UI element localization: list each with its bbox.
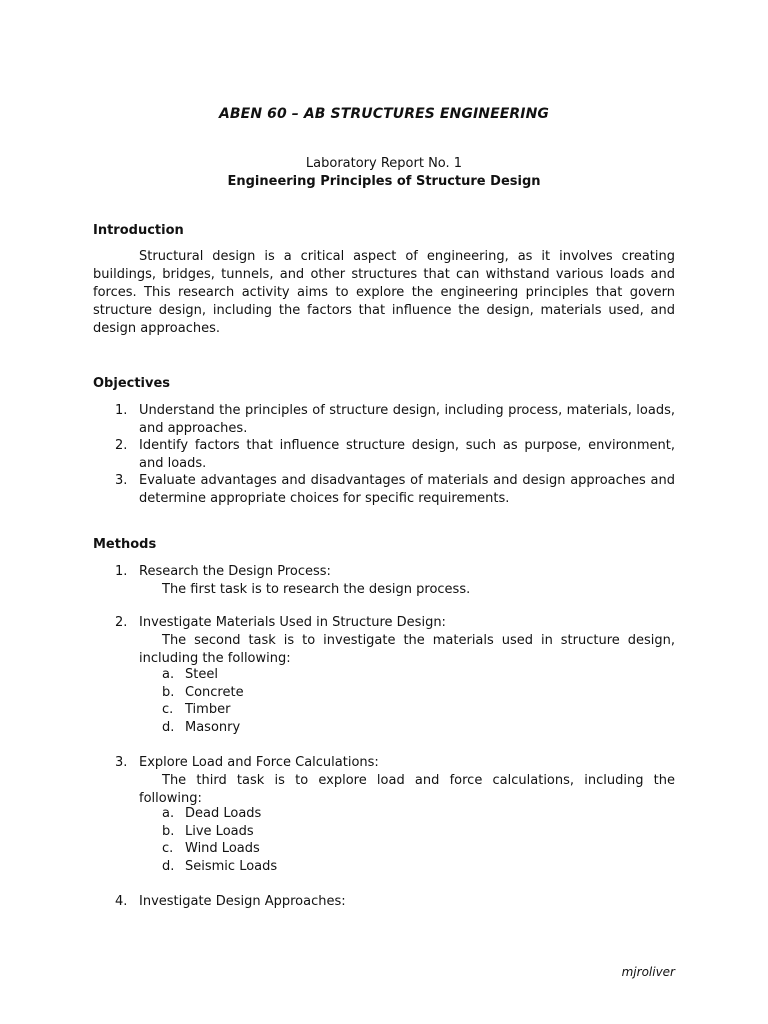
objectives-list — [115, 402, 675, 508]
method-subitem — [162, 666, 218, 684]
method-description: The third task is to explore load and force calculations, including the following: — [139, 773, 675, 806]
objective-item — [115, 472, 675, 507]
subitem-text: Concrete — [185, 685, 244, 700]
subitem-letter: b. — [162, 685, 175, 700]
method-number: 3. — [115, 755, 128, 770]
method-number: 2. — [115, 615, 128, 630]
method-subitem — [162, 719, 240, 737]
objective-text: Evaluate advantages and disadvantages of materials and design approaches and determine appropriate choices for specific requirements. — [139, 473, 675, 506]
subitem-text: Steel — [185, 667, 218, 682]
method-title: Explore Load and Force Calculations: — [139, 755, 379, 770]
subitem-text: Wind Loads — [185, 841, 260, 856]
objective-item — [115, 402, 675, 437]
introduction-paragraph: Structural design is a critical aspect of engineering, as it involves creating buildings, bridges, tunnels, and other structures that can withstand various loads and forces. This research activity aims to explore the engineering principles that govern structure design, including the factors that influence the design, materials used, and design approaches. — [93, 249, 675, 336]
subitem-letter: b. — [162, 824, 175, 839]
objective-number: 3. — [115, 473, 128, 489]
objective-number: 1. — [115, 403, 128, 418]
objectives-heading: Objectives — [93, 376, 171, 391]
author-signature: mjroliver — [621, 965, 675, 979]
subitem-letter: c. — [162, 841, 174, 856]
objective-number: 2. — [115, 438, 128, 454]
objective-item — [115, 437, 675, 472]
report-title: Engineering Principles of Structure Design — [227, 174, 541, 189]
method-title: Research the Design Process: — [139, 564, 331, 579]
method-subitem — [162, 858, 277, 876]
introduction-heading: Introduction — [93, 223, 184, 238]
method-number: 4. — [115, 894, 128, 909]
method-subitem — [162, 684, 244, 702]
method-number: 1. — [115, 564, 128, 579]
subitem-text: Dead Loads — [185, 806, 262, 821]
method-title: Investigate Materials Used in Structure Design: — [139, 615, 446, 630]
methods-heading: Methods — [93, 537, 157, 552]
subitem-letter: d. — [162, 720, 175, 735]
objective-text: Identify factors that influence structure design, such as purpose, environment, and loads. — [139, 438, 675, 471]
objective-text: Understand the principles of structure design, including process, materials, loads, and approaches. — [139, 403, 675, 436]
method-subitem — [162, 823, 254, 841]
course-title: ABEN 60 – AB STRUCTURES ENGINEERING — [218, 106, 550, 122]
subitem-text: Seismic Loads — [185, 859, 278, 874]
subitem-letter: a. — [162, 667, 175, 682]
subitem-letter: d. — [162, 859, 175, 874]
subitem-text: Live Loads — [185, 824, 254, 839]
subitem-letter: c. — [162, 702, 174, 717]
method-subitem — [162, 840, 260, 858]
report-number: Laboratory Report No. 1 — [305, 156, 463, 171]
method-title: Investigate Design Approaches: — [139, 894, 346, 909]
subitem-text: Timber — [185, 702, 231, 717]
method-description: The first task is to research the design process. — [162, 582, 471, 597]
subitem-letter: a. — [162, 806, 175, 821]
subitem-text: Masonry — [185, 720, 241, 735]
method-subitem — [162, 805, 261, 823]
method-subitem — [162, 701, 230, 719]
method-description: The second task is to investigate the materials used in structure design, including the following: — [139, 633, 675, 666]
